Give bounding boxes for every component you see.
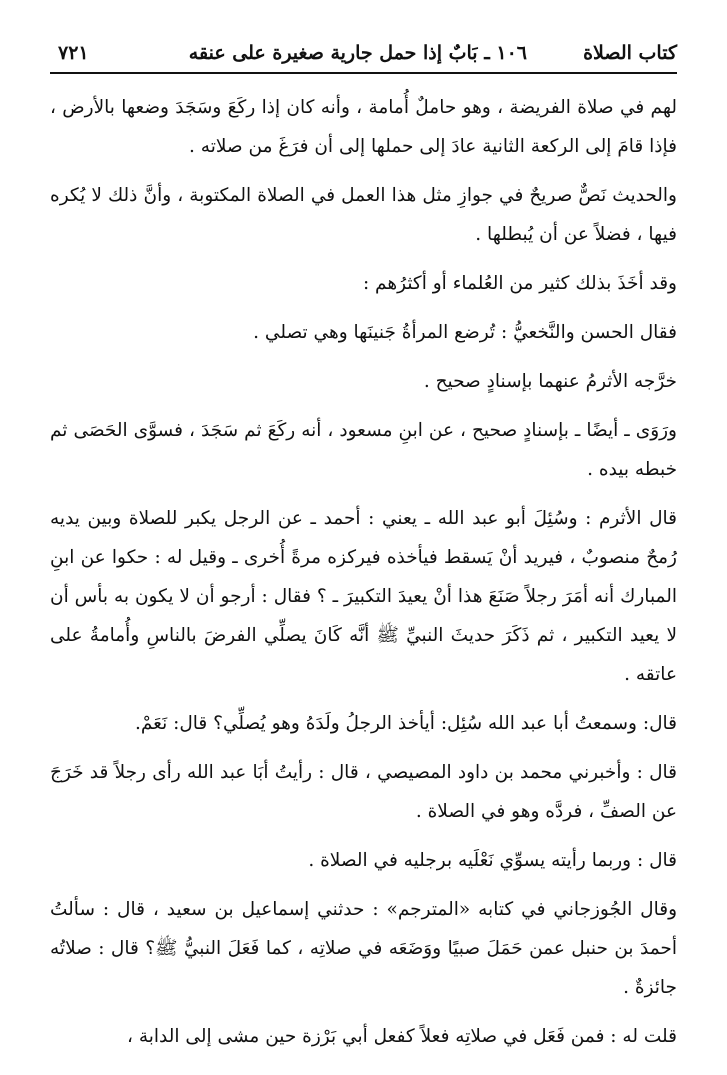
paragraph: ورَوَى ـ أيضًا ـ بإسنادٍ صحيح ، عن ابنِ مسعود ، أنه ركَعَ ثم سَجَدَ ، فسوَّى الحَصَى ثم خبطه بيده .: [50, 420, 677, 480]
paragraph: وقال الجُوزجاني في كتابه «المترجم» : حدثني إسماعيل بن سعيد ، قال : سألتُ أحمدَ بن حنبل عمن حَمَلَ صبيًا ووَضَعَه في صلاتِه ، كما فَعَلَ النبيُّ ﷺ؟ قال : صلاتُه جائزةٌ .: [50, 899, 677, 998]
paragraph: فقال الحسن والنَّخعيُّ : تُرضع المرأةُ جَنينَها وهي تصلي .: [253, 322, 677, 343]
paragraph: والحديث نَصٌّ صريحٌ في جوازِ مثل هذا العمل في الصلاة المكتوبة ، وأنَّ ذلك لا يُكره فيها ، فضلاً عن أن يُبطلها .: [50, 185, 677, 245]
paragraph: قال الأثرم : وسُئِلَ أبو عبد الله ـ يعني : أحمد ـ عن الرجل يكبر للصلاة وبين يديه رُمحٌ منصوبٌ ، فيريد أنْ يَسقط فيأخذه فيركزه مرةً أُخرى ـ وقيل له : حكوا عن ابنِ المبارك أنه أمَرَ رجلاً صَنَعَ هذا أنْ يعيدَ التكبيرَ ـ ؟ فقال : أرجو أن لا يكون به بأس أن لا يعيد التكبير ، ثم ذَكَرَ حديثَ النبيِّ ﷺ أنَّه كَانَ يصلِّي الفرضَ بالناسِ وأُمامةُ على عاتقه .: [50, 508, 677, 685]
chapter-title: ١٠٦ ـ بَابٌ إذا حمل جارية صغيرة على عنقه: [188, 42, 527, 64]
book-title: كتاب الصلاة: [583, 42, 677, 64]
paragraph: وقد أخَذَ بذلك كثير من العُلماء أو أكثرُهم :: [362, 273, 677, 294]
page-number: ٧٢١: [58, 42, 89, 64]
paragraph: لهم في صلاة الفريضة ، وهو حاملٌ أُمامة ، وأنه كان إذا ركَعَ وسَجَدَ وضعها بالأرض ، فإذا قامَ إلى الركعة الثانية عادَ إلى حملها إلى أن فرَغَ من صلاته .: [50, 97, 677, 157]
paragraph: قال: وسمعتُ أبا عبد الله سُئِل: أيأخذ الرجلُ ولَدَهُ وهو يُصلِّي؟ قال: نَعَمْ.: [134, 713, 677, 734]
paragraph: قال : وربما رأيته يسوِّي نَعْلَيه برجليه في الصلاة .: [308, 850, 677, 871]
paragraph: قال : وأخبرني محمد بن داود المصيصي ، قال : رأيتُ أبَا عبد الله رأى رجلاً قد خَرَجَ عن الصفِّ ، فردَّه وهو في الصلاة .: [50, 762, 677, 822]
running-header: [50, 40, 677, 74]
body-text: [50, 88, 677, 1056]
paragraph: قلت له : فمن فَعَل في صلاتِه فعلاً كفعل أبي بَرْزة حين مشى إلى الدابة ،: [126, 1026, 677, 1047]
paragraph: خرَّجه الأثرمُ عنهما بإسنادٍ صحيح .: [423, 371, 677, 392]
